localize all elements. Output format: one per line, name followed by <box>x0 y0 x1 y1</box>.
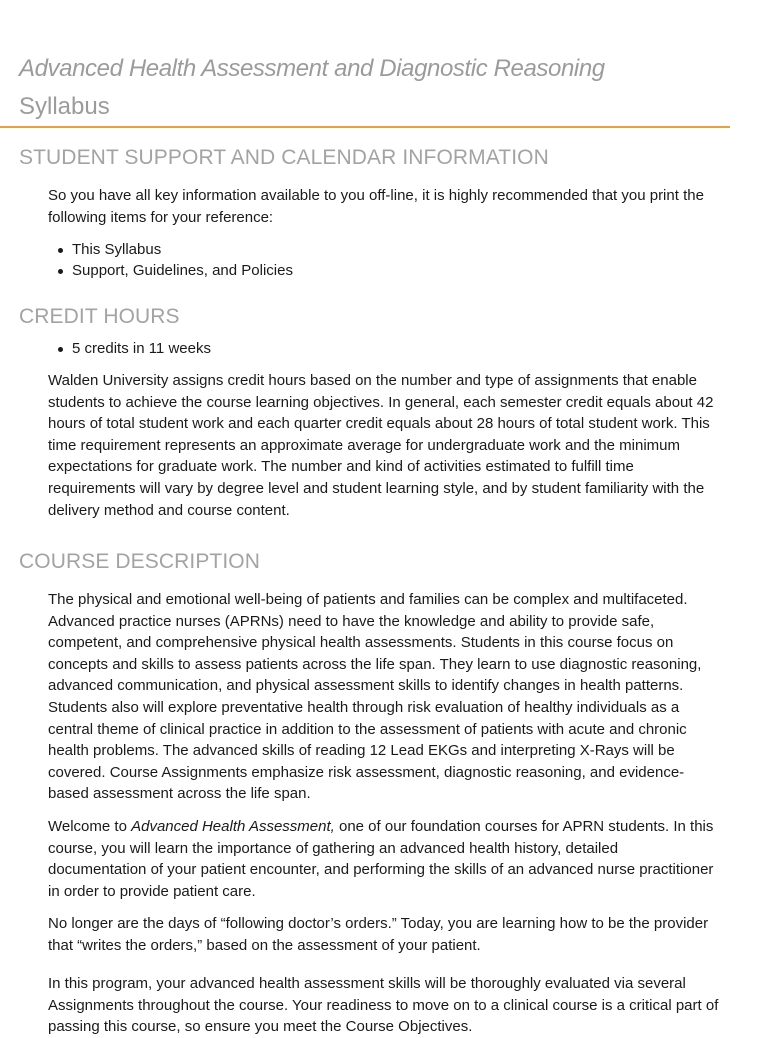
heading-credit-hours: CREDIT HOURS <box>19 305 180 328</box>
list-item: Support, Guidelines, and Policies <box>72 262 293 279</box>
credit-hours-body: Walden University assigns credit hours based on the number and type of assignments that enable students to achieve the course learning objectives. In general, each semester credit equals about 42 hours of total student work and each quarter credit equals about 28 hours of total student work. This time requirement represents an approximate average for undergraduate work and the minimum expectations for graduate work. The number and kind of activities estimated to fulfill time requirements will vary by degree level and student learning style, and by student familiarity with the delivery method and course content. <box>48 372 714 519</box>
title-subtitle: Syllabus <box>19 93 110 120</box>
course-description-para3: No longer are the days of “following doctor’s orders.” Today, you are learning how to be the provider that “writes the orders,” based on the assessment of your patient. <box>48 915 709 954</box>
title-divider <box>0 126 730 128</box>
student-support-list <box>48 239 293 281</box>
document-title <box>19 50 709 126</box>
student-support-intro: So you have all key information available to you off-line, it is highly recommended that you print the following items for your reference: <box>48 187 704 226</box>
course-description-para4: In this program, your advanced health assessment skills will be thoroughly evaluated via several Assignments throughout the course. Your readiness to move on to a clinical course is a critical part of passing this course, so ensure you meet the Course Objectives. <box>48 975 719 1036</box>
course-description-para2: Welcome to Advanced Health Assessment, one of our foundation courses for APRN students. In this course, you will learn the importance of gathering an advanced health history, detailed documentation of your patient encounter, and performing the skills of an advanced nurse practitioner in order to provide patient care. <box>48 818 714 900</box>
credit-hours-list <box>48 338 211 359</box>
course-description-para1: The physical and emotional well-being of patients and families can be complex and multifaceted. Advanced practice nurses (APRNs) need to have the knowledge and ability to provide safe, competent, and comprehensive physical health assessments. Students in this course focus on concepts and skills to assess patients across the life span. They learn to use diagnostic reasoning, advanced communication, and physical assessment skills to identify changes in health patterns. Students also will explore preventative health through risk evaluation of healthy individuals as a central theme of clinical practice in addition to the assessment of patients with acute and chronic health problems. The advanced skills of reading 12 Lead EKGs and interpreting X-Rays will be covered. Course Assignments emphasize risk assessment, diagnostic reasoning, and evidence-based assessment across the life span. <box>48 591 702 803</box>
list-item: This Syllabus <box>72 239 293 260</box>
list-item: 5 credits in 11 weeks <box>72 340 211 357</box>
heading-course-description: COURSE DESCRIPTION <box>19 550 260 573</box>
heading-student-support: STUDENT SUPPORT AND CALENDAR INFORMATION <box>19 146 549 169</box>
course-name-emphasis: Advanced Health Assessment, <box>131 818 335 835</box>
title-italic: Advanced Health Assessment and Diagnostic Reasoning <box>19 55 605 82</box>
